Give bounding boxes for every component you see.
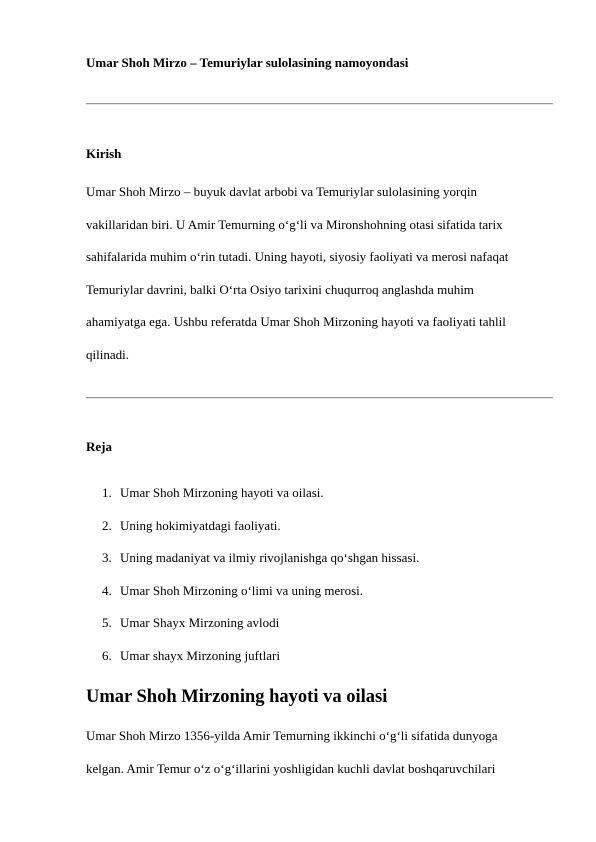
plan-list — [102, 484, 419, 680]
paragraph-line: Temuriylar davrini, balki O‘rta Osiyo tarixini chuqurroq anglashda muhim — [86, 281, 474, 297]
list-item-text: Umar Shoh Mirzoning hayoti va oilasi. — [120, 485, 324, 500]
plan-list-item — [102, 517, 419, 550]
paragraph-line: ahamiyatga ega. Ushbu referatda Umar Shoh Mirzoning hayoti va faoliyati tahlil — [86, 314, 506, 330]
intro-paragraph — [86, 183, 554, 379]
horizontal-divider — [86, 103, 553, 105]
list-item-text: Umar Shayx Mirzoning avlodi — [120, 615, 280, 631]
plan-list-item — [102, 484, 419, 517]
plan-list-item — [102, 647, 419, 680]
list-item-text: Uning madaniyat va ilmiy rivojlanishga qo‘shgan hissasi. — [120, 550, 420, 566]
paragraph-line: Umar Shoh Mirzo – buyuk davlat arbobi va Temuriylar sulolasining yorqin — [86, 184, 477, 199]
paragraph-line: sahifalarida muhim o‘rin tutadi. Uning hayoti, siyosiy faoliyati va merosi nafaqat — [86, 249, 509, 265]
intro-heading: Kirish — [86, 146, 122, 161]
section-paragraph — [86, 727, 554, 792]
list-number: 1. — [102, 485, 112, 500]
list-number: 5. — [102, 615, 112, 631]
paragraph-line: Umar Shoh Mirzo 1356-yilda Amir Temurning ikkinchi o‘g‘li sifatida dunyoga — [86, 728, 498, 743]
list-item-text: Umar Shoh Mirzoning o‘limi va uning merosi. — [120, 582, 364, 598]
plan-heading: Reja — [86, 439, 112, 454]
list-number: 2. — [102, 517, 112, 533]
paragraph-line: kelgan. Amir Temur o‘z o‘g‘illarini yoshligidan kuchli davlat boshqaruvchilari — [86, 760, 496, 776]
horizontal-divider — [86, 397, 553, 399]
paragraph-line: vakillaridan biri. U Amir Temurning o‘g‘li va Mironshohning otasi sifatida tarix — [86, 216, 503, 232]
section-heading: Umar Shoh Mirzoning hayoti va oilasi — [86, 687, 388, 707]
list-number: 4. — [102, 582, 112, 598]
list-item-text: Uning hokimiyatdagi faoliyati. — [120, 517, 281, 533]
document-title: Umar Shoh Mirzo – Temuriylar sulolasining namoyondasi — [86, 55, 409, 70]
plan-list-item — [102, 614, 419, 647]
plan-list-item — [102, 549, 419, 582]
list-item-text: Umar shayx Mirzoning juftlari — [120, 647, 280, 663]
list-number: 3. — [102, 550, 112, 566]
plan-list-item — [102, 582, 419, 615]
paragraph-line: qilinadi. — [86, 346, 129, 362]
list-number: 6. — [102, 647, 112, 663]
